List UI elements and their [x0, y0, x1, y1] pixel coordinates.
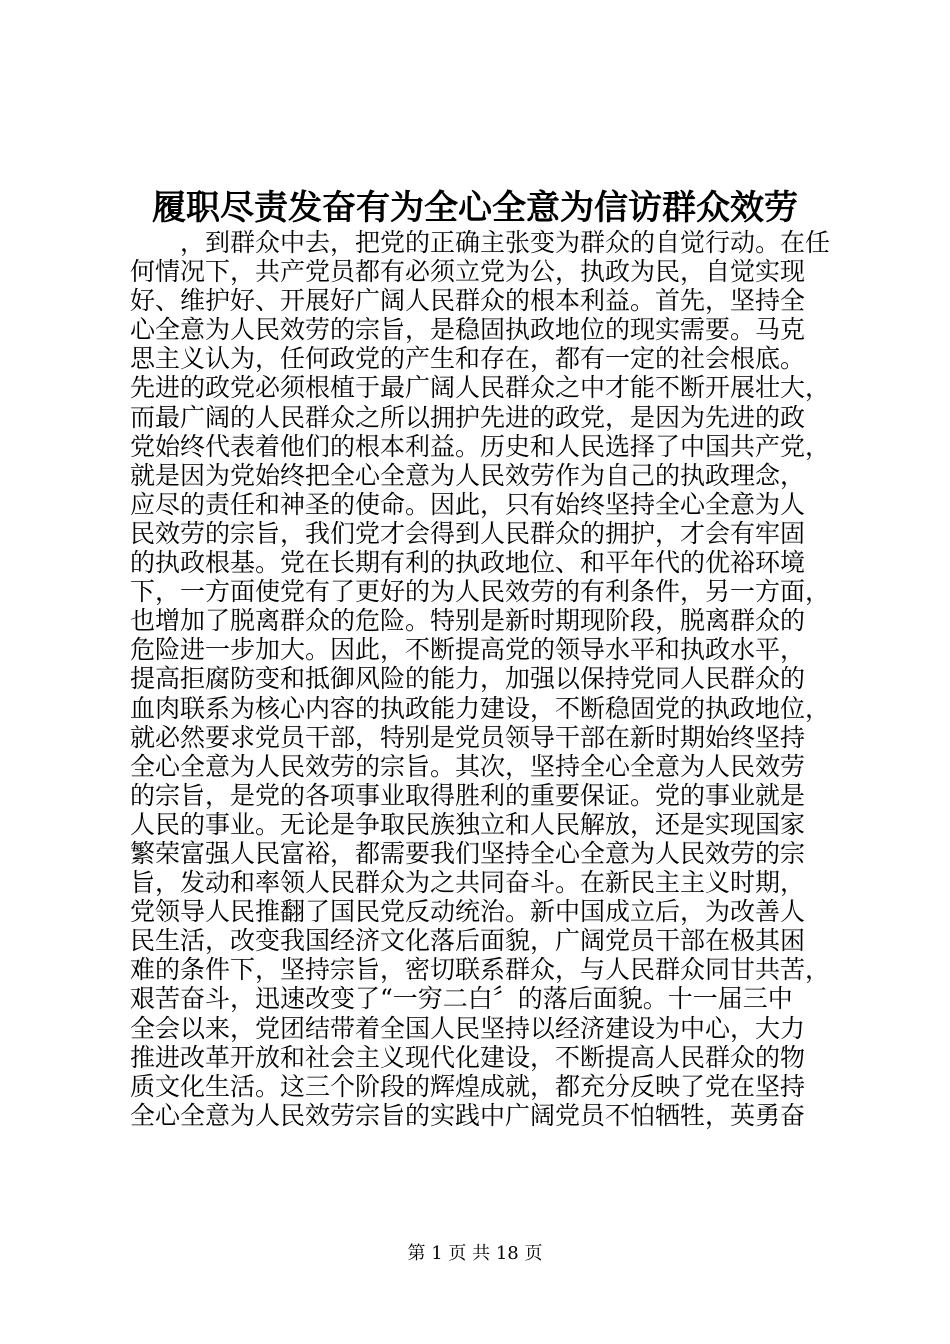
body-line: 质文化生活。这三个阶段的辉煌成就，都充分反映了党在坚持	[130, 1071, 806, 1101]
body-line: 民效劳的宗旨，我们党才会得到人民群众的拥护，才会有牢固	[130, 518, 806, 548]
body-line: 全心全意为人民效劳的宗旨。其次，坚持全心全意为人民效劳	[130, 751, 806, 781]
body-line: 心全意为人民效劳的宗旨，是稳固执政地位的现实需要。马克	[130, 315, 806, 345]
body-line: 应尽的责任和神圣的使命。因此，只有始终坚持全心全意为人	[130, 489, 806, 519]
body-line: 先进的政党必须根植于最广阔人民群众之中才能不断开展壮大，	[130, 373, 830, 403]
body-line: 就是因为党始终把全心全意为人民效劳作为自己的执政理念，	[130, 460, 806, 490]
body-line: 血肉联系为核心内容的执政能力建设，不断稳固党的执政地位，	[130, 693, 830, 723]
body-line: 难的条件下，坚持宗旨，密切联系群众，与人民群众同甘共苦，	[130, 955, 830, 985]
body-line: 提高拒腐防变和抵御风险的能力，加强以保持党同人民群众的	[130, 664, 806, 694]
page-number-footer: 第 1 页 共 18 页	[407, 1243, 543, 1264]
body-line: ，到群众中去，把党的正确主张变为群众的自觉行动。在任	[180, 228, 830, 257]
body-line: 下，一方面使党有了更好的为人民效劳的有利条件，另一方面，	[130, 577, 830, 607]
body-line: 全会以来，党团结带着全国人民坚持以经济建设为中心，大力	[130, 1013, 806, 1043]
body-line: 思主义认为，任何政党的产生和存在，都有一定的社会根底。	[130, 344, 806, 374]
document-body	[130, 228, 830, 1130]
body-line: 全心全意为人民效劳宗旨的实践中广阔党员不怕牺牲，英勇奋	[130, 1100, 806, 1130]
body-line: 的执政根基。党在长期有利的执政地位、和平年代的优裕环境	[130, 548, 806, 578]
body-line: 就必然要求党员干部，特别是党员领导干部在新时期始终坚持	[130, 722, 806, 752]
body-line: 艰苦奋斗，迅速改变了“一穷二白〞的落后面貌。十一届三中	[130, 984, 793, 1014]
body-line: 危险进一步加大。因此，不断提高党的领导水平和执政水平，	[130, 635, 806, 665]
body-line: 推进改革开放和社会主义现代化建设，不断提高人民群众的物	[130, 1042, 806, 1072]
body-line: 旨，发动和率领人民群众为之共同奋斗。在新民主主义时期，	[130, 868, 806, 898]
body-line: 何情况下，共产党员都有必须立党为公，执政为民，自觉实现	[130, 257, 806, 287]
body-line: 民生活，改变我国经济文化落后面貌，广阔党员干部在极其困	[130, 926, 806, 956]
body-line: 也增加了脱离群众的危险。特别是新时期现阶段，脱离群众的	[130, 606, 806, 636]
document-title: 履职尽责发奋有为全心全意为信访群众效劳	[152, 188, 798, 228]
body-line: 党始终代表着他们的根本利益。历史和人民选择了中国共产党，	[130, 431, 830, 461]
body-line: 的宗旨，是党的各项事业取得胜利的重要保证。党的事业就是	[130, 780, 806, 810]
body-line: 好、维护好、开展好广阔人民群众的根本利益。首先，坚持全	[130, 286, 806, 316]
body-line: 党领导人民推翻了国民党反动统治。新中国成立后，为改善人	[130, 897, 806, 927]
body-line: 而最广阔的人民群众之所以拥护先进的政党，是因为先进的政	[130, 402, 806, 432]
body-line: 人民的事业。无论是争取民族独立和人民解放，还是实现国家	[130, 809, 806, 839]
body-line: 繁荣富强人民富裕，都需要我们坚持全心全意为人民效劳的宗	[130, 838, 806, 868]
